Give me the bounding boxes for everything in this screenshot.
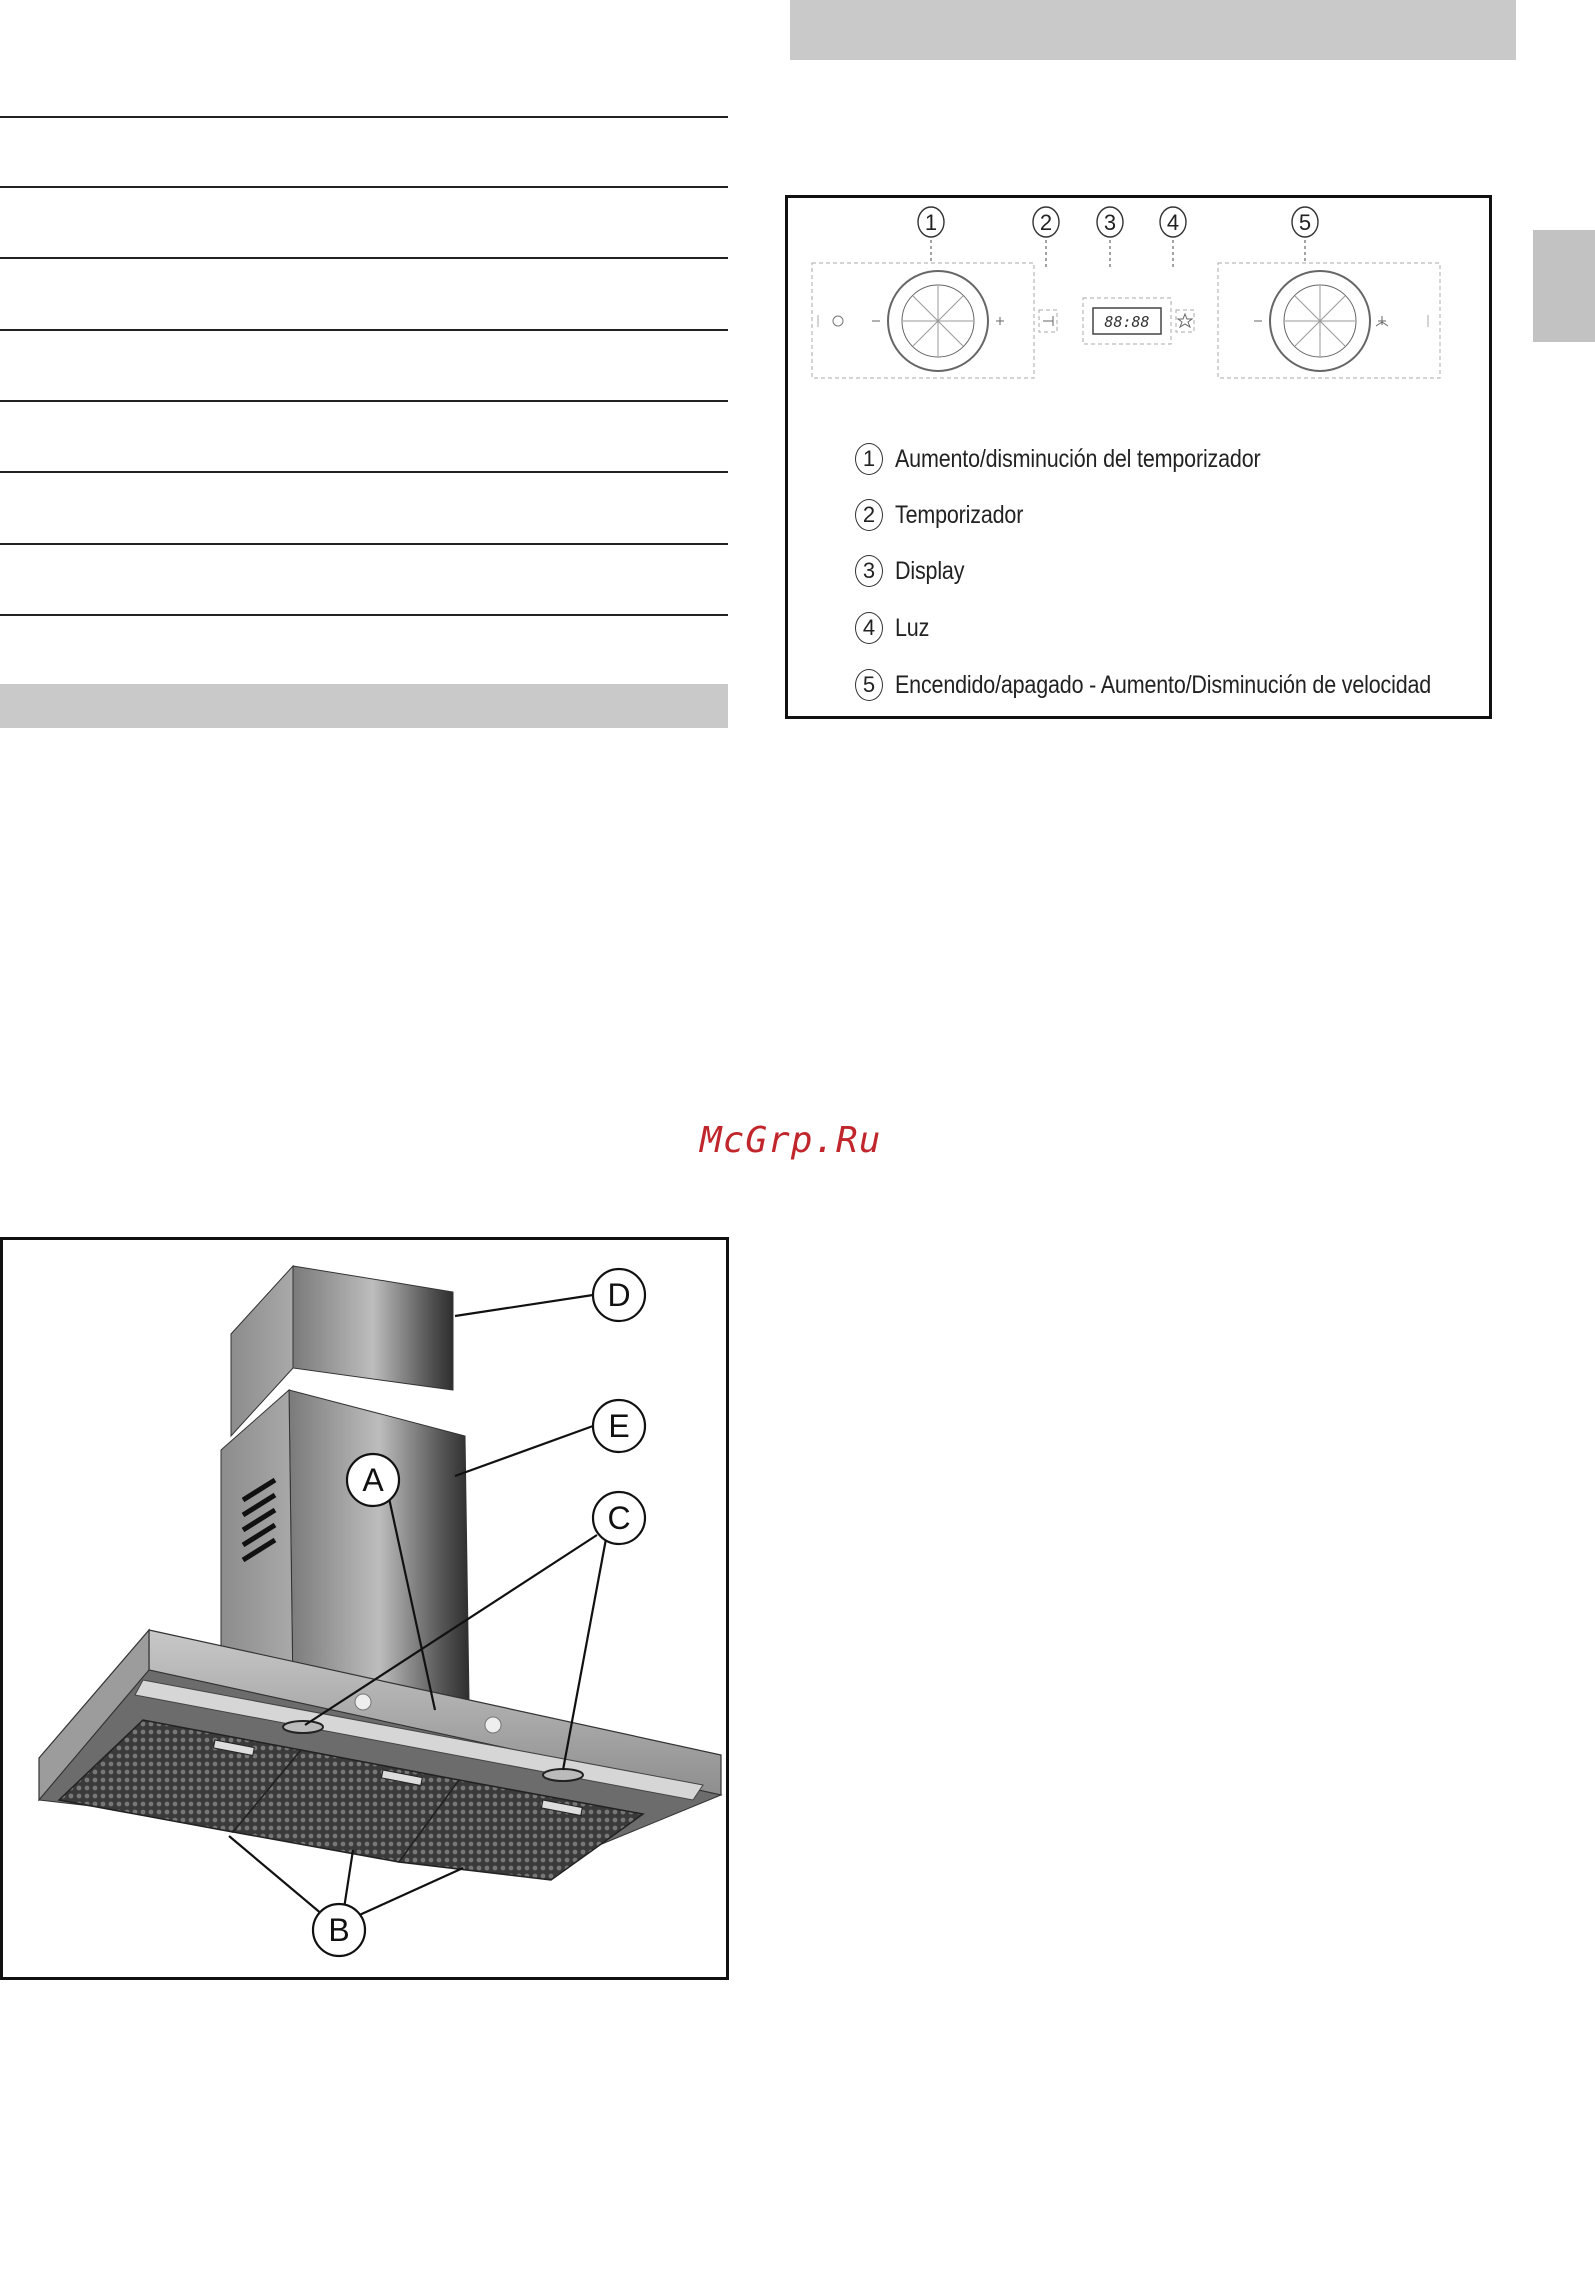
rule-1 xyxy=(0,116,728,118)
hood-diagram-figure xyxy=(0,1237,729,1980)
timer-knob-left xyxy=(818,271,1004,371)
control-panel-figure xyxy=(785,195,1492,719)
callout-2: 2 xyxy=(1039,210,1053,235)
rule-4 xyxy=(0,329,728,331)
rule-2 xyxy=(0,186,728,188)
rule-7 xyxy=(0,543,728,545)
label-a: A xyxy=(362,1462,384,1498)
legend-item-5 xyxy=(855,669,1518,701)
legend-number: 1 xyxy=(855,443,883,475)
legend-text: Luz xyxy=(895,613,930,642)
speed-knob-right xyxy=(1254,271,1428,371)
control-panel-drawing xyxy=(788,198,1489,398)
legend-number: 4 xyxy=(855,612,883,644)
label-b: B xyxy=(328,1912,350,1948)
legend-text: Temporizador xyxy=(895,500,1024,529)
legend-item-1 xyxy=(855,443,1320,475)
legend-text: Display xyxy=(895,556,965,585)
callout-4: 4 xyxy=(1166,210,1180,235)
legend-text: Aumento/disminución del temporizador xyxy=(895,444,1261,473)
legend-item-2 xyxy=(855,499,1044,531)
legend-number: 2 xyxy=(855,499,883,531)
display-readout: 88:88 xyxy=(1104,313,1150,331)
rule-8 xyxy=(0,614,728,616)
callout-3: 3 xyxy=(1103,210,1117,235)
left-section-header-bar xyxy=(0,684,728,728)
legend-text: Encendido/apagado - Aumento/Disminución de velocidad xyxy=(895,670,1432,699)
watermark-text: McGrp.Ru xyxy=(700,1120,882,1161)
callout-5: 5 xyxy=(1298,210,1312,235)
label-d: D xyxy=(607,1277,631,1313)
language-side-tab xyxy=(1533,230,1595,342)
legend-number: 5 xyxy=(855,669,883,701)
legend-number: 3 xyxy=(855,555,883,587)
legend-item-4 xyxy=(855,612,935,644)
rule-5 xyxy=(0,400,728,402)
legend-item-3 xyxy=(855,555,976,587)
label-c: C xyxy=(607,1500,631,1536)
callout-1: 1 xyxy=(924,210,938,235)
right-section-header-bar xyxy=(790,0,1516,60)
hood-illustration xyxy=(3,1240,726,1977)
label-e: E xyxy=(608,1408,630,1444)
rule-6 xyxy=(0,471,728,473)
rule-3 xyxy=(0,257,728,259)
